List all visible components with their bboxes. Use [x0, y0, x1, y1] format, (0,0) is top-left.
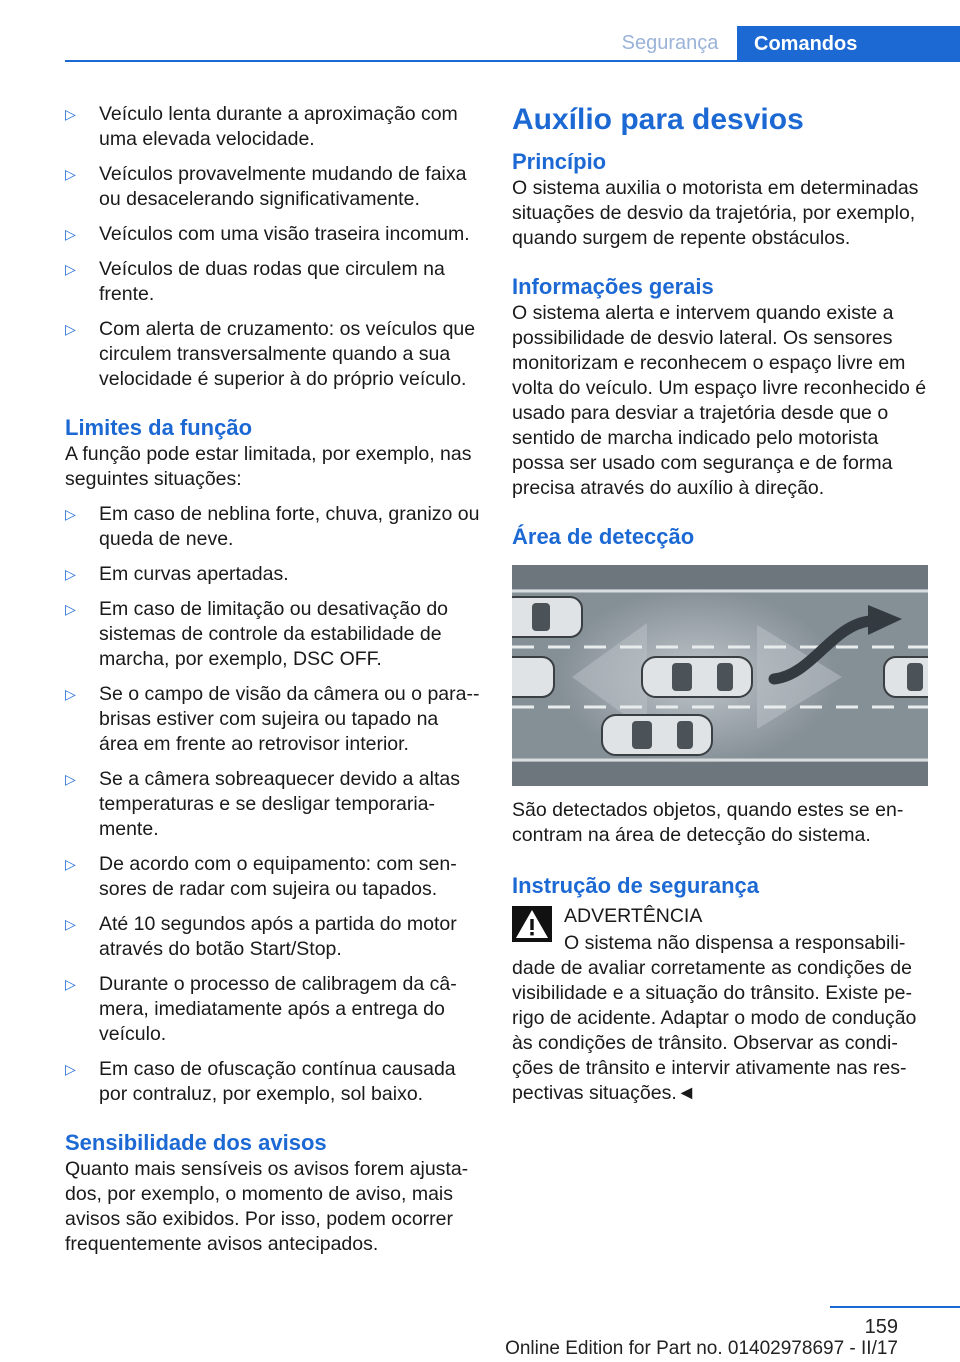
detection-area-heading: Área de detecção	[512, 524, 695, 549]
triangle-bullet-icon: ▷	[65, 976, 76, 992]
figure-caption: São detectados objetos, quando estes se en-contram na área de detecção do sistema.	[512, 799, 904, 846]
header-section-tab[interactable]: Segurança	[621, 32, 719, 54]
triangle-bullet-icon: ▷	[65, 166, 76, 182]
limits-intro: A função pode estar limitada, por exemplo, nas seguintes situações:	[65, 443, 472, 490]
triangle-bullet-icon: ▷	[65, 226, 76, 242]
list-item: ▷ Em curvas apertadas.	[65, 563, 289, 585]
road-detection-graphic	[512, 565, 928, 786]
triangle-bullet-icon: ▷	[65, 916, 76, 932]
right-column	[512, 102, 932, 1106]
triangle-bullet-icon: ▷	[65, 261, 76, 277]
list-item: ▷ Com alerta de cruzamento: os veículos que circulem transversalmente quando a sua velocidade é superior à do próprio veículo.	[65, 318, 476, 390]
list-item: ▷ De acordo com o equipamento: com sen-sores de radar com sujeira ou tapados.	[65, 853, 457, 900]
list-item: ▷ Durante o processo de calibragem da câ-mera, imediatamente após a entrega do veículo.	[65, 973, 457, 1045]
vehicle-list	[65, 102, 480, 392]
list-item: ▷ Veículos de duas rodas que circulem na frente.	[65, 258, 445, 305]
triangle-bullet-icon: ▷	[65, 566, 76, 582]
list-item: ▷ Em caso de neblina forte, chuva, granizo ou queda de neve.	[65, 503, 480, 550]
triangle-bullet-icon: ▷	[65, 601, 76, 617]
section-title: Auxílio para desvios	[512, 103, 804, 136]
triangle-bullet-icon: ▷	[65, 1061, 76, 1077]
list-item: ▷ Veículo lenta durante a aproximação com uma elevada velocidade.	[65, 103, 458, 150]
principle-heading: Princípio	[512, 149, 607, 174]
limits-list	[65, 502, 480, 1107]
triangle-bullet-icon: ▷	[65, 686, 76, 702]
safety-heading: Instrução de segurança	[512, 873, 759, 898]
triangle-bullet-icon: ▷	[65, 771, 76, 787]
triangle-bullet-icon: ▷	[65, 856, 76, 872]
header-active-tab[interactable]: Comandos	[737, 26, 960, 62]
list-item: ▷ Se o campo de visão da câmera ou o para--brisas estiver com sujeira ou tapado na área em frente ao retrovisor interior.	[65, 683, 480, 755]
edition-note: Online Edition for Part no. 01402978697 - II/17	[505, 1338, 898, 1359]
sensitivity-heading: Sensibilidade dos avisos	[65, 1130, 327, 1155]
list-item: ▷ Até 10 segundos após a partida do motor através do botão Start/Stop.	[65, 913, 457, 960]
list-item: ▷ Se a câmera sobreaquecer devido a altas temperaturas e se desligar temporaria-mente.	[65, 768, 460, 840]
footer-rule	[830, 1306, 960, 1308]
left-column	[65, 102, 480, 1257]
list-item: ▷ Veículos provavelmente mudando de faixa ou desacelerando significativamente.	[65, 163, 467, 210]
triangle-bullet-icon: ▷	[65, 321, 76, 337]
general-info-heading: Informações gerais	[512, 274, 714, 299]
principle-text: O sistema auxilia o motorista em determinadas situações de desvio da trajetória, por exemplo, quando surgem de repente obstáculos.	[512, 177, 919, 249]
limits-heading: Limites da função	[65, 415, 253, 440]
header-rule	[65, 60, 960, 62]
general-info-text: O sistema alerta e intervem quando existe a possibilidade de desvio lateral. Os sensores monitorizam e reconhecem o espaço livre em volta do veículo. Um espaço livre reconhecido é usado para desviar a trajetória desde que o sentido de marcha indicado pelo motorista possa ser usado com segurança e de forma precisa através do auxílio à direção.	[512, 302, 927, 499]
warning-label: ADVERTÊNCIA	[564, 905, 703, 927]
warning-block	[512, 904, 932, 929]
warning-triangle-icon	[512, 906, 552, 942]
detection-area-illustration	[512, 565, 928, 786]
triangle-bullet-icon: ▷	[65, 506, 76, 522]
list-item: ▷ Em caso de ofuscação contínua causada por contraluz, por exemplo, sol baixo.	[65, 1058, 456, 1105]
list-item: ▷ Em caso de limitação ou desativação do sistemas de controle da estabilidade de marcha, por exemplo, DSC OFF.	[65, 598, 449, 670]
list-item: ▷ Veículos com uma visão traseira incomum.	[65, 223, 470, 245]
warning-text: O sistema não dispensa a responsabili-dade de avaliar corretamente as condições de visibilidade e a situação do trânsito. Existe pe-rigo de acidente. Adaptar o modo de condução às condições de trânsito. Observar as condi-ções de trânsito e intervir ativamente nas res-pectivas situações.◄	[512, 932, 917, 1104]
triangle-bullet-icon: ▷	[65, 106, 76, 122]
sensitivity-text: Quanto mais sensíveis os avisos forem ajusta-dos, por exemplo, o momento de aviso, mais avisos são exibidos. Por isso, podem ocorrer frequentemente avisos antecipados.	[65, 1158, 469, 1255]
page-number: 159	[864, 1316, 898, 1338]
